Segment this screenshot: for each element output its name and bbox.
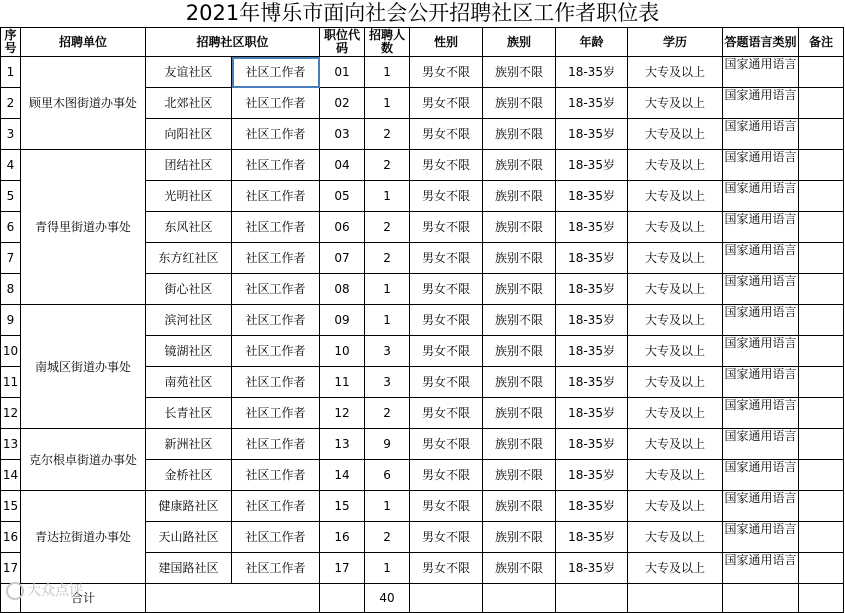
page-title: 2021年博乐市面向社会公开招聘社区工作者职位表 bbox=[185, 1, 660, 25]
cell-education[interactable]: 大专及以上 bbox=[628, 491, 723, 522]
cell-age[interactable]: 18-35岁 bbox=[556, 522, 628, 553]
cell-community[interactable]: 长青社区 bbox=[146, 398, 232, 429]
cell-notes[interactable] bbox=[799, 243, 844, 274]
cell-count[interactable]: 1 bbox=[365, 553, 410, 584]
cell-notes[interactable] bbox=[799, 336, 844, 367]
cell-count[interactable]: 1 bbox=[365, 491, 410, 522]
cell-unit[interactable]: 顾里木图街道办事处 bbox=[21, 57, 146, 150]
cell-seq[interactable]: 5 bbox=[1, 181, 21, 212]
cell-education[interactable]: 大专及以上 bbox=[628, 429, 723, 460]
cell-count[interactable]: 3 bbox=[365, 336, 410, 367]
cell-gender[interactable]: 男女不限 bbox=[410, 181, 483, 212]
cell-gender[interactable]: 男女不限 bbox=[410, 150, 483, 181]
cell-language[interactable]: 国家通用语言 bbox=[723, 274, 799, 305]
total-row bbox=[1, 584, 844, 613]
cell-education[interactable]: 大专及以上 bbox=[628, 398, 723, 429]
cell-age[interactable]: 18-35岁 bbox=[556, 181, 628, 212]
header-seq[interactable]: 序号 bbox=[1, 28, 21, 57]
cell-community[interactable]: 建国路社区 bbox=[146, 553, 232, 584]
cell-seq[interactable]: 11 bbox=[1, 367, 21, 398]
cell-language[interactable]: 国家通用语言 bbox=[723, 150, 799, 181]
cell-education[interactable]: 大专及以上 bbox=[628, 150, 723, 181]
cell-ethnicity[interactable]: 族别不限 bbox=[483, 88, 556, 119]
cell-age[interactable]: 18-35岁 bbox=[556, 305, 628, 336]
cell-code[interactable]: 03 bbox=[320, 119, 365, 150]
cell-language[interactable]: 国家通用语言 bbox=[723, 212, 799, 243]
cell-ethnicity[interactable]: 族别不限 bbox=[483, 57, 556, 88]
cell-language[interactable]: 国家通用语言 bbox=[723, 243, 799, 274]
cell-count[interactable]: 1 bbox=[365, 305, 410, 336]
cell-seq[interactable]: 10 bbox=[1, 336, 21, 367]
cell-total-blank[interactable] bbox=[146, 584, 320, 613]
cell-age[interactable]: 18-35岁 bbox=[556, 119, 628, 150]
cell-notes[interactable] bbox=[799, 553, 844, 584]
cell-gender[interactable]: 男女不限 bbox=[410, 305, 483, 336]
cell-seq[interactable]: 6 bbox=[1, 212, 21, 243]
cell-language[interactable]: 国家通用语言 bbox=[723, 88, 799, 119]
cell-language[interactable]: 国家通用语言 bbox=[723, 367, 799, 398]
cell-total-label[interactable]: 合计 bbox=[21, 584, 146, 613]
cell-position[interactable]: 社区工作者 bbox=[232, 398, 320, 429]
cell-language[interactable]: 国家通用语言 bbox=[723, 491, 799, 522]
cell-position[interactable]: 社区工作者 bbox=[232, 88, 320, 119]
cell-ethnicity[interactable]: 族别不限 bbox=[483, 243, 556, 274]
cell-position[interactable]: 社区工作者 bbox=[232, 274, 320, 305]
cell-gender[interactable]: 男女不限 bbox=[410, 57, 483, 88]
cell-code[interactable]: 15 bbox=[320, 491, 365, 522]
cell-education[interactable]: 大专及以上 bbox=[628, 522, 723, 553]
cell-language[interactable]: 国家通用语言 bbox=[723, 305, 799, 336]
cell-community[interactable]: 滨河社区 bbox=[146, 305, 232, 336]
cell-ethnicity[interactable]: 族别不限 bbox=[483, 429, 556, 460]
cell-position[interactable]: 社区工作者 bbox=[232, 57, 320, 88]
cell-count[interactable]: 2 bbox=[365, 522, 410, 553]
watermark-logo-icon bbox=[6, 582, 24, 600]
cell-education[interactable]: 大专及以上 bbox=[628, 119, 723, 150]
cell-position[interactable]: 社区工作者 bbox=[232, 491, 320, 522]
cell-education[interactable]: 大专及以上 bbox=[628, 274, 723, 305]
cell-count[interactable]: 1 bbox=[365, 274, 410, 305]
cell-language[interactable]: 国家通用语言 bbox=[723, 119, 799, 150]
cell-education[interactable]: 大专及以上 bbox=[628, 336, 723, 367]
cell-seq[interactable]: 13 bbox=[1, 429, 21, 460]
cell-gender[interactable]: 男女不限 bbox=[410, 243, 483, 274]
cell-position[interactable]: 社区工作者 bbox=[232, 212, 320, 243]
cell-language[interactable]: 国家通用语言 bbox=[723, 460, 799, 491]
cell-gender[interactable]: 男女不限 bbox=[410, 460, 483, 491]
header-count[interactable]: 招聘人数 bbox=[365, 28, 410, 57]
cell-total-notes[interactable] bbox=[799, 584, 844, 613]
cell-community[interactable]: 镜湖社区 bbox=[146, 336, 232, 367]
cell-notes[interactable] bbox=[799, 57, 844, 88]
cell-gender[interactable]: 男女不限 bbox=[410, 274, 483, 305]
cell-ethnicity[interactable]: 族别不限 bbox=[483, 367, 556, 398]
cell-education[interactable]: 大专及以上 bbox=[628, 367, 723, 398]
cell-education[interactable]: 大专及以上 bbox=[628, 305, 723, 336]
cell-position[interactable]: 社区工作者 bbox=[232, 553, 320, 584]
cell-position[interactable]: 社区工作者 bbox=[232, 367, 320, 398]
positions-table bbox=[0, 27, 844, 613]
cell-education[interactable]: 大专及以上 bbox=[628, 460, 723, 491]
cell-count[interactable]: 2 bbox=[365, 150, 410, 181]
table-row bbox=[1, 150, 844, 181]
cell-count[interactable]: 2 bbox=[365, 212, 410, 243]
cell-count[interactable]: 6 bbox=[365, 460, 410, 491]
watermark-text: 大众点评 bbox=[27, 583, 83, 599]
cell-notes[interactable] bbox=[799, 212, 844, 243]
cell-ethnicity[interactable]: 族别不限 bbox=[483, 398, 556, 429]
cell-age[interactable]: 18-35岁 bbox=[556, 150, 628, 181]
cell-code[interactable]: 05 bbox=[320, 181, 365, 212]
cell-community[interactable]: 团结社区 bbox=[146, 150, 232, 181]
cell-gender[interactable]: 男女不限 bbox=[410, 491, 483, 522]
cell-unit[interactable]: 南城区街道办事处 bbox=[21, 305, 146, 429]
cell-education[interactable]: 大专及以上 bbox=[628, 212, 723, 243]
header-ethnicity[interactable]: 族别 bbox=[483, 28, 556, 57]
cell-notes[interactable] bbox=[799, 398, 844, 429]
cell-total-code[interactable] bbox=[320, 584, 365, 613]
cell-position[interactable]: 社区工作者 bbox=[232, 243, 320, 274]
cell-notes[interactable] bbox=[799, 150, 844, 181]
cell-seq[interactable]: 8 bbox=[1, 274, 21, 305]
header-unit[interactable]: 招聘单位 bbox=[21, 28, 146, 57]
cell-count[interactable]: 2 bbox=[365, 398, 410, 429]
header-education[interactable]: 学历 bbox=[628, 28, 723, 57]
header-language[interactable]: 答题语言类别 bbox=[723, 28, 799, 57]
header-row bbox=[1, 28, 844, 57]
cell-code[interactable]: 04 bbox=[320, 150, 365, 181]
cell-code[interactable]: 09 bbox=[320, 305, 365, 336]
cell-ethnicity[interactable]: 族别不限 bbox=[483, 460, 556, 491]
cell-code[interactable]: 14 bbox=[320, 460, 365, 491]
cell-notes[interactable] bbox=[799, 367, 844, 398]
cell-code[interactable]: 01 bbox=[320, 57, 365, 88]
cell-notes[interactable] bbox=[799, 429, 844, 460]
cell-education[interactable]: 大专及以上 bbox=[628, 553, 723, 584]
table-row bbox=[1, 429, 844, 460]
cell-ethnicity[interactable]: 族别不限 bbox=[483, 181, 556, 212]
cell-notes[interactable] bbox=[799, 88, 844, 119]
cell-gender[interactable]: 男女不限 bbox=[410, 398, 483, 429]
cell-position[interactable]: 社区工作者 bbox=[232, 305, 320, 336]
cell-unit[interactable]: 青达拉街道办事处 bbox=[21, 491, 146, 584]
cell-total-language[interactable] bbox=[723, 584, 799, 613]
cell-count[interactable]: 1 bbox=[365, 181, 410, 212]
cell-language[interactable]: 国家通用语言 bbox=[723, 181, 799, 212]
cell-notes[interactable] bbox=[799, 119, 844, 150]
cell-community[interactable]: 天山路社区 bbox=[146, 522, 232, 553]
cell-code[interactable]: 16 bbox=[320, 522, 365, 553]
table-row bbox=[1, 57, 844, 88]
cell-total-education[interactable] bbox=[628, 584, 723, 613]
cell-language[interactable]: 国家通用语言 bbox=[723, 57, 799, 88]
cell-seq[interactable]: 9 bbox=[1, 305, 21, 336]
cell-seq[interactable]: 2 bbox=[1, 88, 21, 119]
cell-age[interactable]: 18-35岁 bbox=[556, 429, 628, 460]
cell-community[interactable]: 光明社区 bbox=[146, 181, 232, 212]
cell-education[interactable]: 大专及以上 bbox=[628, 181, 723, 212]
cell-gender[interactable]: 男女不限 bbox=[410, 429, 483, 460]
cell-notes[interactable] bbox=[799, 274, 844, 305]
cell-seq[interactable]: 4 bbox=[1, 150, 21, 181]
cell-count[interactable]: 1 bbox=[365, 88, 410, 119]
cell-unit[interactable]: 克尔根卓街道办事处 bbox=[21, 429, 146, 491]
cell-code[interactable]: 13 bbox=[320, 429, 365, 460]
cell-language[interactable]: 国家通用语言 bbox=[723, 522, 799, 553]
cell-gender[interactable]: 男女不限 bbox=[410, 367, 483, 398]
cell-gender[interactable]: 男女不限 bbox=[410, 88, 483, 119]
cell-seq[interactable]: 16 bbox=[1, 522, 21, 553]
cell-ethnicity[interactable]: 族别不限 bbox=[483, 274, 556, 305]
cell-community[interactable]: 东风社区 bbox=[146, 212, 232, 243]
cell-position[interactable]: 社区工作者 bbox=[232, 119, 320, 150]
cell-language[interactable]: 国家通用语言 bbox=[723, 398, 799, 429]
cell-ethnicity[interactable]: 族别不限 bbox=[483, 150, 556, 181]
cell-notes[interactable] bbox=[799, 491, 844, 522]
cell-seq[interactable]: 3 bbox=[1, 119, 21, 150]
cell-ethnicity[interactable]: 族别不限 bbox=[483, 305, 556, 336]
table-row bbox=[1, 305, 844, 336]
cell-age[interactable]: 18-35岁 bbox=[556, 398, 628, 429]
table-row bbox=[1, 491, 844, 522]
cell-count[interactable]: 1 bbox=[365, 57, 410, 88]
cell-age[interactable]: 18-35岁 bbox=[556, 88, 628, 119]
cell-gender[interactable]: 男女不限 bbox=[410, 522, 483, 553]
cell-education[interactable]: 大专及以上 bbox=[628, 243, 723, 274]
cell-code[interactable]: 08 bbox=[320, 274, 365, 305]
cell-community[interactable]: 友谊社区 bbox=[146, 57, 232, 88]
cell-position[interactable]: 社区工作者 bbox=[232, 460, 320, 491]
watermark bbox=[6, 580, 83, 602]
cell-language[interactable]: 国家通用语言 bbox=[723, 336, 799, 367]
cell-seq[interactable]: 15 bbox=[1, 491, 21, 522]
cell-ethnicity[interactable]: 族别不限 bbox=[483, 491, 556, 522]
cell-position[interactable]: 社区工作者 bbox=[232, 181, 320, 212]
cell-code[interactable]: 11 bbox=[320, 367, 365, 398]
cell-seq[interactable]: 14 bbox=[1, 460, 21, 491]
cell-total-gender[interactable] bbox=[410, 584, 483, 613]
cell-notes[interactable] bbox=[799, 522, 844, 553]
cell-gender[interactable]: 男女不限 bbox=[410, 553, 483, 584]
cell-education[interactable]: 大专及以上 bbox=[628, 57, 723, 88]
cell-age[interactable]: 18-35岁 bbox=[556, 491, 628, 522]
cell-language[interactable]: 国家通用语言 bbox=[723, 429, 799, 460]
cell-age[interactable]: 18-35岁 bbox=[556, 274, 628, 305]
cell-position[interactable]: 社区工作者 bbox=[232, 336, 320, 367]
cell-gender[interactable]: 男女不限 bbox=[410, 119, 483, 150]
cell-total-count[interactable]: 40 bbox=[365, 584, 410, 613]
header-age[interactable]: 年龄 bbox=[556, 28, 628, 57]
cell-position[interactable]: 社区工作者 bbox=[232, 522, 320, 553]
cell-language[interactable]: 国家通用语言 bbox=[723, 553, 799, 584]
cell-code[interactable]: 10 bbox=[320, 336, 365, 367]
header-gender[interactable]: 性别 bbox=[410, 28, 483, 57]
cell-age[interactable]: 18-35岁 bbox=[556, 212, 628, 243]
cell-count[interactable]: 2 bbox=[365, 119, 410, 150]
cell-code[interactable]: 06 bbox=[320, 212, 365, 243]
cell-age[interactable]: 18-35岁 bbox=[556, 243, 628, 274]
cell-total-age[interactable] bbox=[556, 584, 628, 613]
cell-count[interactable]: 9 bbox=[365, 429, 410, 460]
header-community[interactable]: 招聘社区职位 bbox=[146, 28, 320, 57]
cell-position[interactable]: 社区工作者 bbox=[232, 429, 320, 460]
cell-age[interactable]: 18-35岁 bbox=[556, 553, 628, 584]
cell-community[interactable]: 向阳社区 bbox=[146, 119, 232, 150]
cell-count[interactable]: 3 bbox=[365, 367, 410, 398]
cell-count[interactable]: 2 bbox=[365, 243, 410, 274]
cell-notes[interactable] bbox=[799, 305, 844, 336]
header-notes[interactable]: 备注 bbox=[799, 28, 844, 57]
cell-ethnicity[interactable]: 族别不限 bbox=[483, 119, 556, 150]
cell-notes[interactable] bbox=[799, 460, 844, 491]
cell-code[interactable]: 07 bbox=[320, 243, 365, 274]
cell-community[interactable]: 金桥社区 bbox=[146, 460, 232, 491]
cell-age[interactable]: 18-35岁 bbox=[556, 336, 628, 367]
cell-community[interactable]: 新洲社区 bbox=[146, 429, 232, 460]
cell-seq[interactable]: 1 bbox=[1, 57, 21, 88]
cell-age[interactable]: 18-35岁 bbox=[556, 367, 628, 398]
cell-seq[interactable]: 17 bbox=[1, 553, 21, 584]
cell-total-ethnicity[interactable] bbox=[483, 584, 556, 613]
cell-ethnicity[interactable]: 族别不限 bbox=[483, 212, 556, 243]
cell-education[interactable]: 大专及以上 bbox=[628, 88, 723, 119]
cell-seq[interactable]: 7 bbox=[1, 243, 21, 274]
cell-gender[interactable]: 男女不限 bbox=[410, 336, 483, 367]
cell-code[interactable]: 02 bbox=[320, 88, 365, 119]
cell-community[interactable]: 北郊社区 bbox=[146, 88, 232, 119]
cell-age[interactable]: 18-35岁 bbox=[556, 460, 628, 491]
cell-community[interactable]: 南苑社区 bbox=[146, 367, 232, 398]
cell-position[interactable]: 社区工作者 bbox=[232, 150, 320, 181]
cell-ethnicity[interactable]: 族别不限 bbox=[483, 336, 556, 367]
cell-age[interactable]: 18-35岁 bbox=[556, 57, 628, 88]
cell-unit[interactable]: 青得里街道办事处 bbox=[21, 150, 146, 305]
cell-community[interactable]: 东方红社区 bbox=[146, 243, 232, 274]
cell-seq[interactable]: 12 bbox=[1, 398, 21, 429]
cell-community[interactable]: 健康路社区 bbox=[146, 491, 232, 522]
cell-community[interactable]: 街心社区 bbox=[146, 274, 232, 305]
header-code[interactable]: 职位代码 bbox=[320, 28, 365, 57]
cell-ethnicity[interactable]: 族别不限 bbox=[483, 522, 556, 553]
cell-ethnicity[interactable]: 族别不限 bbox=[483, 553, 556, 584]
cell-notes[interactable] bbox=[799, 181, 844, 212]
cell-code[interactable]: 12 bbox=[320, 398, 365, 429]
cell-code[interactable]: 17 bbox=[320, 553, 365, 584]
cell-gender[interactable]: 男女不限 bbox=[410, 212, 483, 243]
